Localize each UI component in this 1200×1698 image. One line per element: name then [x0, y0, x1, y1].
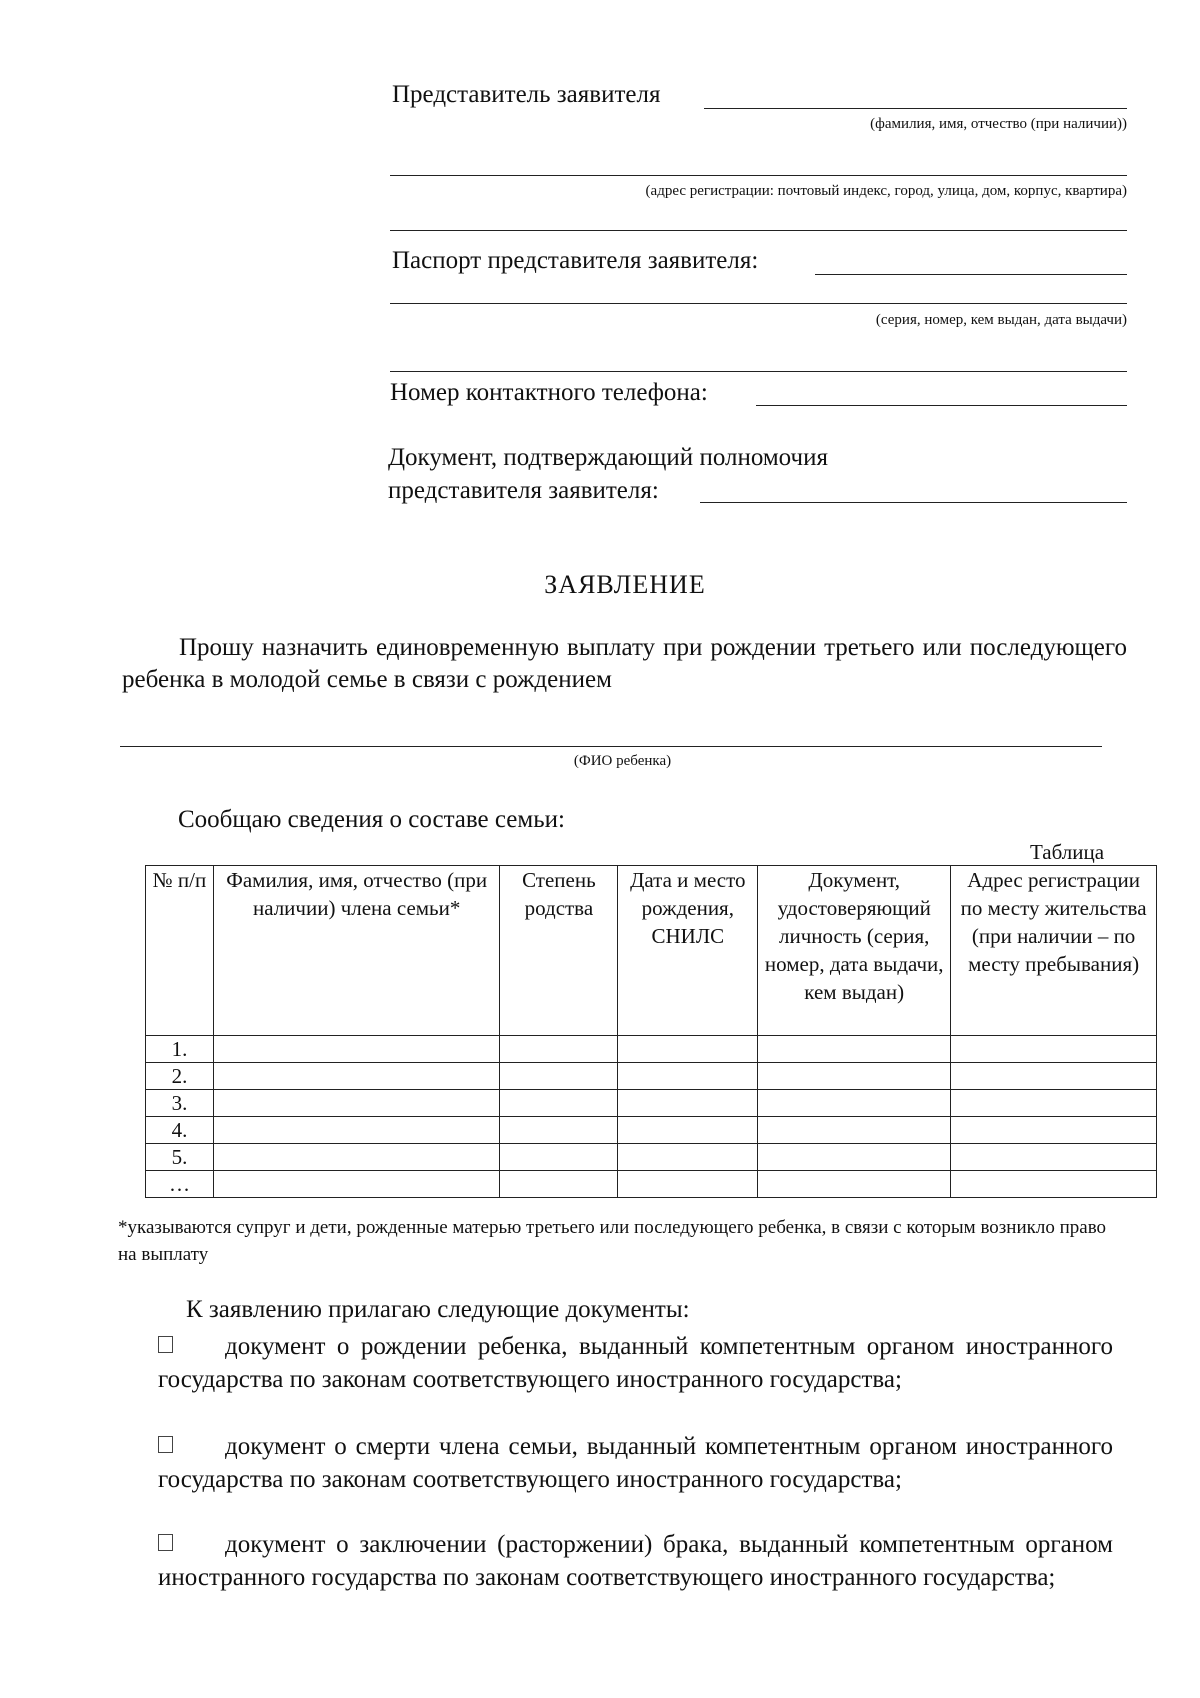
table-cell[interactable] [618, 1144, 758, 1171]
header-fio: Фамилия, имя, отчество (при наличии) члена семьи* [213, 866, 500, 1036]
request-text: Прошу назначить единовременную выплату при рождении третьего или последующего ребенка в молодой семье в связи с рождением [122, 634, 1127, 693]
table-cell[interactable] [758, 1090, 951, 1117]
passport-line-2[interactable] [390, 303, 1127, 304]
authority-label-line1: Документ, подтверждающий полномочия [388, 444, 828, 471]
passport-label: Паспорт представителя заявителя: [392, 247, 759, 274]
table-cell[interactable] [213, 1090, 500, 1117]
fio-hint: (фамилия, имя, отчество (при наличии)) [870, 116, 1127, 132]
phone-line[interactable] [756, 405, 1127, 406]
table-cell[interactable] [500, 1171, 618, 1198]
table-cell[interactable] [213, 1117, 500, 1144]
table-row [146, 1117, 1157, 1144]
table-footnote: *указываются супруг и дети, рожденные матерью третьего или последующего ребенка, в связи с которым возникло право на выплату [118, 1217, 1107, 1265]
table-cell[interactable] [951, 1117, 1157, 1144]
table-cell[interactable] [213, 1144, 500, 1171]
header-number: № п/п [146, 866, 214, 1036]
child-hint: (ФИО ребенка) [573, 753, 672, 769]
table-cell[interactable] [758, 1117, 951, 1144]
table-row [146, 1063, 1157, 1090]
attachments-intro: К заявлению прилагаю следующие документы: [186, 1296, 690, 1323]
row-number: 4. [146, 1117, 214, 1144]
table-cell[interactable] [951, 1090, 1157, 1117]
child-name-line[interactable] [120, 746, 1102, 747]
table-cell[interactable] [758, 1144, 951, 1171]
table-cell[interactable] [500, 1036, 618, 1063]
checkbox[interactable] [158, 1534, 173, 1551]
table-cell[interactable] [618, 1117, 758, 1144]
attachment-text: документ о рождении ребенка, выданный компетентным органом иностранного государства по законам соответствующего иностранного государства; [158, 1333, 1113, 1393]
table-cell[interactable] [758, 1036, 951, 1063]
table-cell[interactable] [758, 1171, 951, 1198]
table-cell[interactable] [951, 1063, 1157, 1090]
table-cell[interactable] [213, 1063, 500, 1090]
attachment-item [158, 1330, 1113, 1396]
table-cell[interactable] [758, 1063, 951, 1090]
table-cell[interactable] [500, 1063, 618, 1090]
table-row [146, 1171, 1157, 1198]
header-id-document: Документ, удостоверяющий личность (серия, номер, дата выдачи, кем выдан) [758, 866, 951, 1036]
checkbox[interactable] [158, 1436, 173, 1453]
table-cell[interactable] [500, 1144, 618, 1171]
attachment-text: документ о заключении (расторжении) брака, выданный компетентным органом иностранного государства по законам соответствующего иностранного государства; [158, 1531, 1113, 1591]
table-row [146, 1036, 1157, 1063]
attachment-text: документ о смерти члена семьи, выданный компетентным органом иностранного государства по законам соответствующего иностранного государства; [158, 1433, 1113, 1493]
family-table [145, 865, 1157, 1198]
authority-line[interactable] [700, 502, 1127, 503]
table-cell[interactable] [951, 1171, 1157, 1198]
attachment-item [158, 1528, 1113, 1594]
phone-label: Номер контактного телефона: [390, 379, 708, 406]
row-number: … [146, 1171, 214, 1198]
table-cell[interactable] [618, 1090, 758, 1117]
passport-line-3[interactable] [390, 371, 1127, 372]
table-cell[interactable] [618, 1036, 758, 1063]
passport-line-1[interactable] [815, 274, 1127, 275]
family-intro: Сообщаю сведения о составе семьи: [178, 806, 565, 833]
table-cell[interactable] [500, 1090, 618, 1117]
row-number: 2. [146, 1063, 214, 1090]
header-relation: Степень родства [500, 866, 618, 1036]
passport-hint: (серия, номер, кем выдан, дата выдачи) [875, 312, 1127, 328]
table-cell[interactable] [213, 1036, 500, 1063]
authority-label-line2: представителя заявителя: [388, 477, 659, 504]
row-number: 1. [146, 1036, 214, 1063]
table-cell[interactable] [213, 1171, 500, 1198]
header-address: Адрес регистрации по месту жительства (при наличии – по месту пребывания) [951, 866, 1157, 1036]
table-cell[interactable] [618, 1063, 758, 1090]
table-caption: Таблица [1030, 840, 1105, 864]
address-hint: (адрес регистрации: почтовый индекс, город, улица, дом, корпус, квартира) [645, 183, 1127, 199]
table-row [146, 1144, 1157, 1171]
header-birth: Дата и место рождения, СНИЛС [618, 866, 758, 1036]
address-line-1[interactable] [390, 175, 1127, 176]
table-cell[interactable] [951, 1144, 1157, 1171]
row-number: 5. [146, 1144, 214, 1171]
address-line-2[interactable] [390, 230, 1127, 231]
table-cell[interactable] [951, 1036, 1157, 1063]
table-row [146, 1090, 1157, 1117]
attachment-item [158, 1430, 1113, 1496]
representative-label: Представитель заявителя [392, 81, 661, 108]
checkbox[interactable] [158, 1336, 173, 1353]
statement-title: ЗАЯВЛЕНИЕ [544, 570, 706, 599]
row-number: 3. [146, 1090, 214, 1117]
table-cell[interactable] [618, 1171, 758, 1198]
table-cell[interactable] [500, 1117, 618, 1144]
representative-name-line[interactable] [704, 108, 1127, 109]
